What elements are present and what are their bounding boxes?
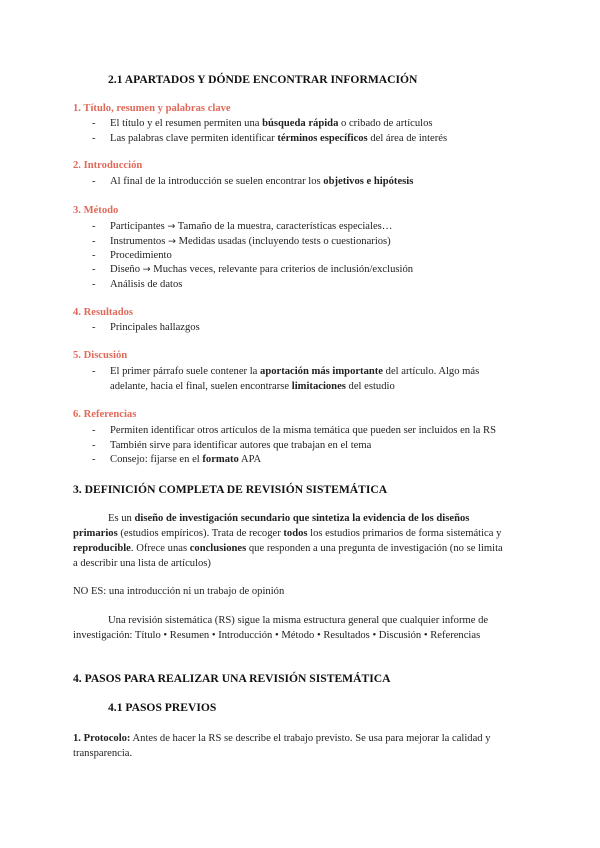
section-4-title: 4. PASOS PARA REALIZAR UNA REVISIÓN SISTEMÁTICA bbox=[73, 672, 391, 685]
list-item: - Procedimiento bbox=[92, 250, 172, 261]
list-item: - El primer párrafo suele contener la aportación más importante del artículo. Algo más bbox=[92, 366, 480, 377]
section-3-title: 3. DEFINICIÓN COMPLETA DE REVISIÓN SISTEMÁTICA bbox=[73, 483, 388, 496]
list-item: - Permiten identificar otros artículos de la misma temática que pueden ser incluidos en la RS bbox=[92, 425, 496, 436]
definition-line-1: Es un diseño de investigación secundario que sintetiza la evidencia de los diseños bbox=[108, 513, 470, 524]
heading-titulo-resumen: 1. Título, resumen y palabras clave bbox=[73, 103, 231, 114]
list-item: - Análisis de datos bbox=[92, 279, 183, 290]
no-es-line: NO ES: una introducción ni un trabajo de opinión bbox=[73, 586, 285, 597]
heading-metodo: 3. Método bbox=[73, 205, 119, 216]
list-item: - Instrumentos → Medidas usadas (incluyendo tests o cuestionarios) bbox=[92, 236, 391, 247]
heading-referencias: 6. Referencias bbox=[73, 409, 137, 420]
arrow-right-icon: → bbox=[167, 221, 176, 232]
list-item: - Las palabras clave permiten identificar términos específicos del área de interés bbox=[92, 133, 448, 144]
section-2-1-title: 2.1 APARTADOS Y DÓNDE ENCONTRAR INFORMACIÓN bbox=[108, 73, 418, 86]
list-item: - También sirve para identificar autores que trabajan en el tema bbox=[92, 440, 372, 451]
list-item: - El título y el resumen permiten una búsqueda rápida o cribado de artículos bbox=[92, 118, 433, 129]
definition-line-2: primarios (estudios empíricos). Trata de recoger todos los estudios primarios de forma sistemática y bbox=[73, 528, 502, 539]
heading-introduccion: 2. Introducción bbox=[73, 160, 143, 171]
structure-line-1: Una revisión sistemática (RS) sigue la misma estructura general que cualquier informe de bbox=[108, 615, 489, 626]
arrow-right-icon: → bbox=[142, 264, 151, 275]
list-item: - Al final de la introducción se suelen encontrar los objetivos e hipótesis bbox=[92, 176, 414, 187]
definition-line-4: a describir una lista de artículos) bbox=[73, 558, 211, 569]
arrow-right-icon: → bbox=[167, 236, 176, 247]
definition-line-3: reproducible. Ofrece unas conclusiones que responden a una pregunta de investigación (no se limita bbox=[73, 543, 503, 554]
protocolo-line-2: transparencia. bbox=[73, 748, 133, 759]
heading-resultados: 4. Resultados bbox=[73, 307, 134, 318]
structure-line-2: investigación: Título • Resumen • Introducción • Método • Resultados • Discusión • Referencias bbox=[73, 630, 481, 641]
protocolo-line-1: 1. Protocolo: Antes de hacer la RS se describe el trabajo previsto. Se usa para mejorar la calidad y bbox=[73, 733, 491, 744]
heading-discusion: 5. Discusión bbox=[73, 350, 128, 361]
list-item: - Consejo: fijarse en el formato APA bbox=[92, 454, 262, 465]
list-item: - Principales hallazgos bbox=[92, 322, 200, 333]
list-item: - Participantes → Tamaño de la muestra, características especiales… bbox=[92, 221, 393, 232]
section-4-1-title: 4.1 PASOS PREVIOS bbox=[108, 701, 217, 714]
list-item-continuation: adelante, hacia el final, suelen encontrarse limitaciones del estudio bbox=[110, 381, 395, 392]
list-item: - Diseño → Muchas veces, relevante para criterios de inclusión/exclusión bbox=[92, 264, 414, 275]
